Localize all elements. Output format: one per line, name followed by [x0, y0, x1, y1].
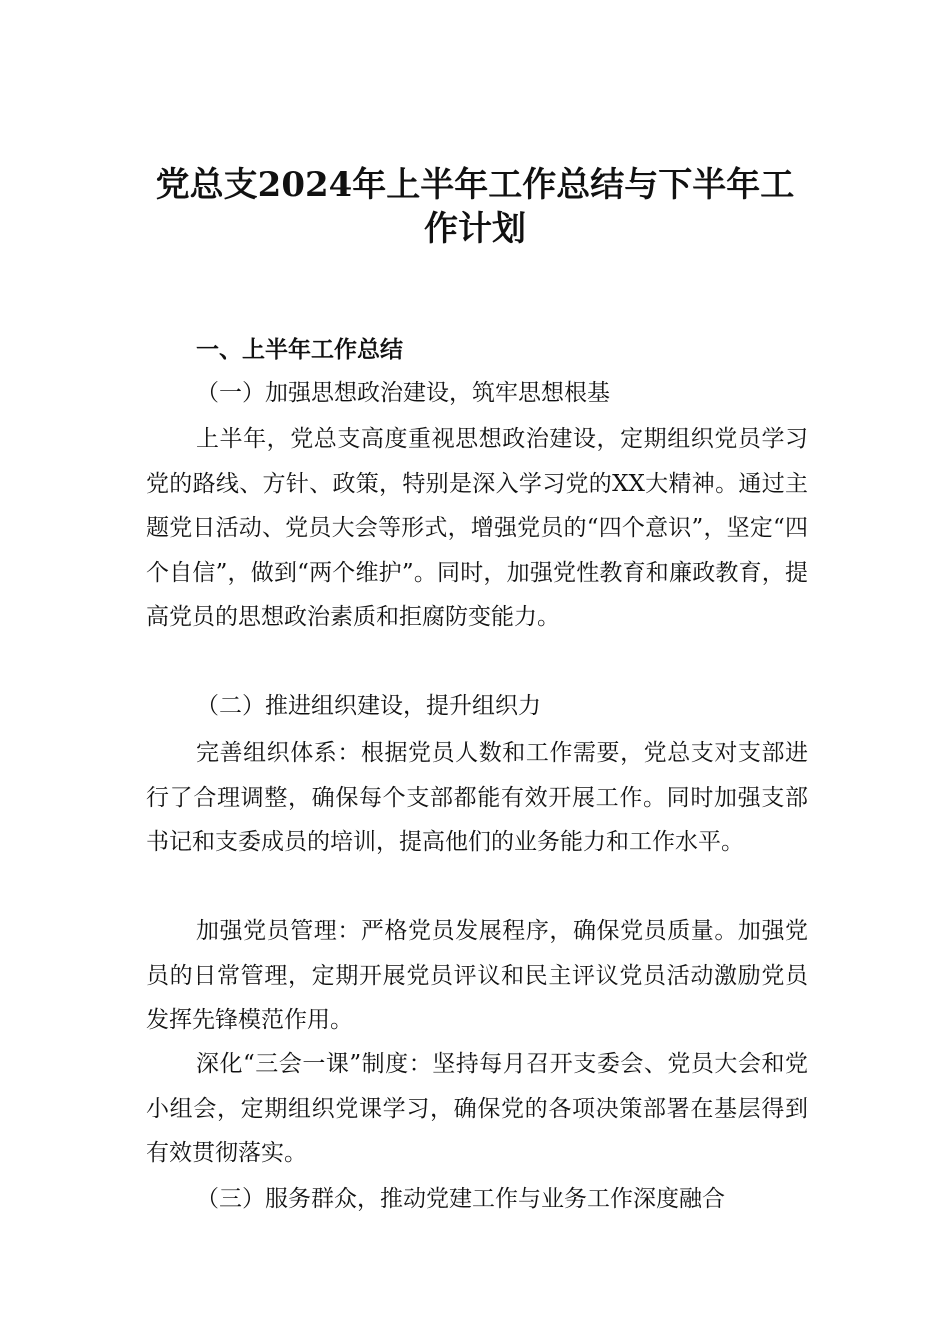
subsection-heading-1: （一）加强思想政治建设，筑牢思想根基 — [196, 380, 610, 406]
document-title-line-1: 党总支2024年上半年工作总结与下半年工 — [155, 165, 795, 205]
paragraph-2: 完善组织体系：根据党员人数和工作需要，党总支对支部进行了合理调整，确保每个支部都能有效开展工作。同时加强支部书记和支委成员的培训，提高他们的业务能力和工作水平。 — [146, 740, 808, 855]
paragraph-1: 上半年，党总支高度重视思想政治建设，定期组织党员学习党的路线、方针、政策，特别是深入学习党的XX大精神。通过主题党日活动、党员大会等形式，增强党员的“四个意识”，坚定“四个自信”，做到“两个维护”。同时，加强党性教育和廉政教育，提高党员的思想政治素质和拒腐防变能力。 — [146, 426, 808, 630]
subsection-heading-2: （二）推进组织建设，提升组织力 — [196, 693, 541, 719]
paragraph-3: 加强党员管理：严格党员发展程序，确保党员质量。加强党员的日常管理，定期开展党员评议和民主评议党员活动激励党员发挥先锋模范作用。 — [146, 918, 808, 1033]
paragraph-4: 深化“三会一课”制度：坚持每月召开支委会、党员大会和党小组会，定期组织党课学习，确保党的各项决策部署在基层得到有效贯彻落实。 — [146, 1051, 808, 1166]
subsection-heading-3: （三）服务群众，推动党建工作与业务工作深度融合 — [196, 1186, 725, 1212]
section-heading: 一、上半年工作总结 — [196, 337, 403, 363]
document-title-line-2: 作计划 — [424, 209, 526, 249]
